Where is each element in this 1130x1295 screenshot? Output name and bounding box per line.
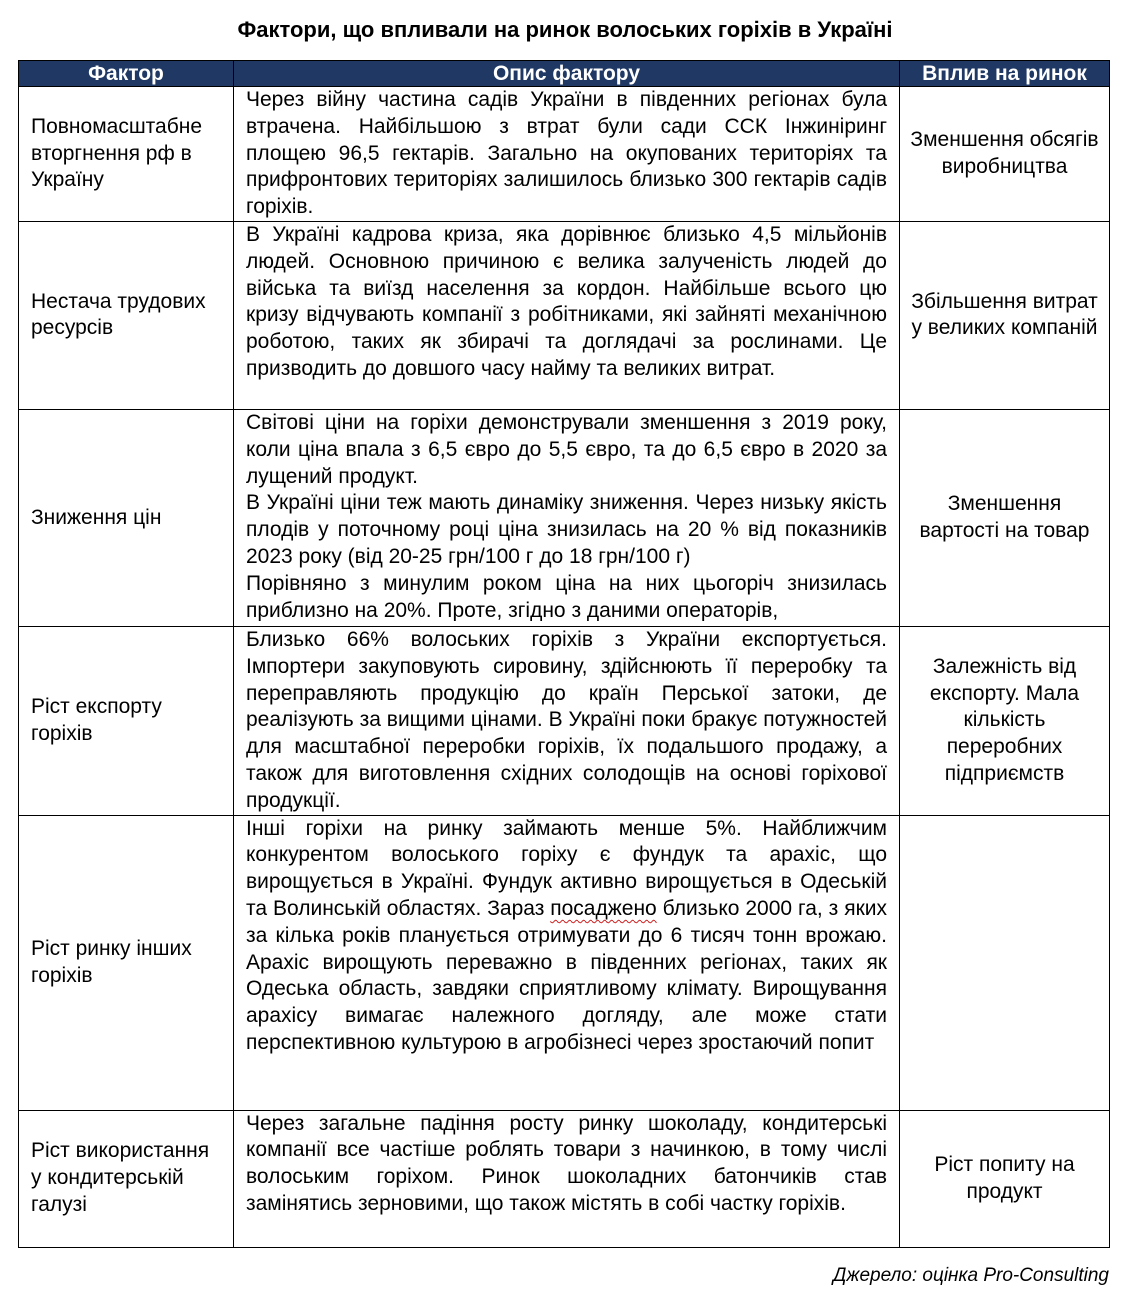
description-cell xyxy=(234,626,900,815)
factors-table xyxy=(18,60,1110,1248)
page-title: Фактори, що впливали на ринок волоських горіхів в Україні xyxy=(237,17,893,42)
impact-cell: Залежність від експорту. Мала кількість переробних підприємств xyxy=(900,626,1110,815)
description-text: Через загальне падіння росту ринку шоколаду, кондитерські компанії все частіше роблять товари з начинкою, в тому числі волоським горіхом. Ринок шоколадних батончиків став замінятись зерновими, що також містять в собі частку горіхів. xyxy=(246,1111,887,1215)
impact-cell: Ріст попиту на продукт xyxy=(900,1110,1110,1247)
impact-cell: Зменшення обсягів виробництва xyxy=(900,87,1110,222)
description-cell xyxy=(234,1110,900,1247)
description-paragraph: В Україні ціни теж мають динаміку зниження. Через низьку якість плодів у поточному році ціна знизилась на 20 % від показників 2023 року (від 20-25 грн/100 г до 18 грн/100 г) xyxy=(246,491,887,568)
description-text xyxy=(246,816,887,1057)
description-cell xyxy=(234,221,900,409)
description-clip xyxy=(246,410,887,621)
table-row xyxy=(19,815,1110,1110)
description-paragraph: Світові ціни на горіхи демонстрували зменшення з 2019 року, коли ціна впала з 6,5 євро до 5,5 євро, та до 6,5 євро в 2020 за лущений продукт. xyxy=(246,410,887,488)
table-header-row xyxy=(19,61,1110,87)
impact-cell: Збільшення витрат у великих компаній xyxy=(900,221,1110,409)
factor-cell: Зниження цін xyxy=(19,409,234,626)
table-row xyxy=(19,409,1110,626)
factor-cell: Ріст експорту горіхів xyxy=(19,626,234,815)
description-text-start: Інші горіхи на ринку займають менше 5%. Найближчим конкурентом волоського горіху є фундук та арахіс, що вирощується в Україні. Фундук активно вирощується в Одеській та Волинській областях. Зараз xyxy=(246,816,887,920)
source-note: Джерело: оцінка Pro-Consulting xyxy=(833,1265,1109,1286)
description-text: Близько 66% волоських горіхів з України експортується. Імпортери закуповують сировину, здійснюють її переробку та переправляють продукцію до країн Перської затоки, де реалізують за вищими цінами. В Україні поки бракує потужностей для масштабної переробки горіхів, їх подальшого продажу, а також для виготовлення східних солодощів на основі горіхової продукції. xyxy=(246,627,887,812)
spellcheck-marked-word: посаджено xyxy=(550,896,657,920)
table-row xyxy=(19,87,1110,222)
table-row xyxy=(19,1110,1110,1247)
description-text: В Україні кадрова криза, яка дорівнює близько 4,5 мільйонів людей. Основною причиною є велика залученість людей до війська та виїзд населення за кордон. Найбільше всього цю кризу відчувають компанії з робітниками, які зайняті механічною роботою, таких як збирачі та доглядачі за рослинами. Це призводить до довшого часу найму та великих витрат. xyxy=(246,222,887,380)
description-text: Через війну частина садів України в південних регіонах була втрачена. Найбільшою з втрат були сади ССК Інжиніринг площею 96,5 гектарів. Загально на окупованих територіях та прифронтових територіях залишилось близько 300 гектарів садів горіхів. xyxy=(246,88,887,219)
factor-cell: Ріст використання у кондитерській галузі xyxy=(19,1110,234,1247)
table-row xyxy=(19,221,1110,409)
factor-cell: Нестача трудових ресурсів xyxy=(19,221,234,409)
description-cell xyxy=(234,409,900,626)
column-header-description: Опис фактору xyxy=(234,61,900,87)
factor-cell: Повномасштабне вторгнення рф в Україну xyxy=(19,87,234,222)
column-header-impact: Вплив на ринок xyxy=(900,61,1110,87)
impact-cell xyxy=(900,815,1110,1110)
description-paragraph: Порівняно з минулим роком ціна на них цьогоріч знизилась приблизно на 20%. Проте, згідно з даними операторів, xyxy=(246,571,887,621)
impact-cell: Зменшення вартості на товар xyxy=(900,409,1110,626)
column-header-factor: Фактор xyxy=(19,61,234,87)
description-cell xyxy=(234,87,900,222)
description-text-end: близько 2000 га, з яких за кілька років планується отримувати до 6 тисяч тонн врожаю. Арахіс вирощують переважно в південних регіонах, таких як Одеська область, завдяки сприятливому клімату. Вирощування арахісу вимагає належного догляду, але може стати перспективною культурою в агробізнесі через зростаючий попит xyxy=(246,896,887,1054)
factor-cell: Ріст ринку інших горіхів xyxy=(19,815,234,1110)
description-cell xyxy=(234,815,900,1110)
table-row xyxy=(19,626,1110,815)
